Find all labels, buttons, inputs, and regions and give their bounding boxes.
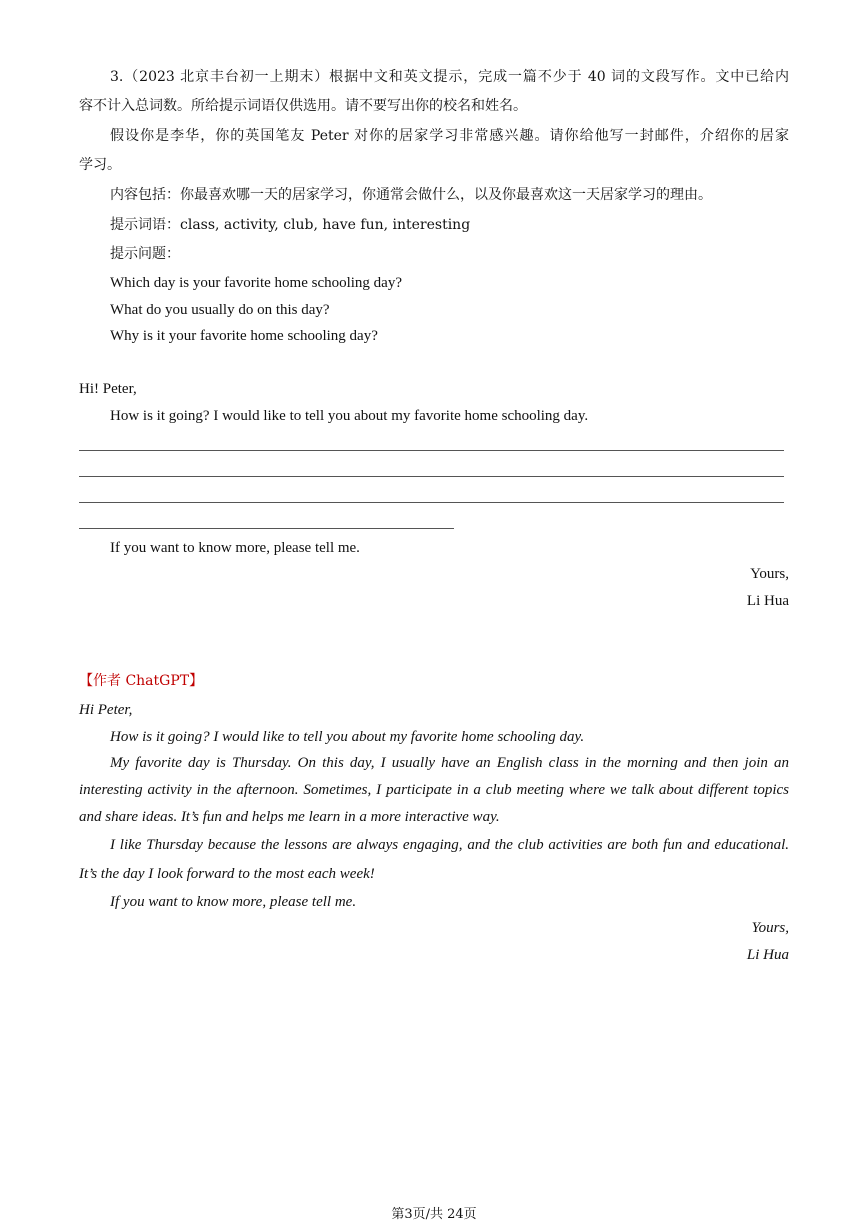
letter-closing: If you want to know more, please tell me. bbox=[110, 540, 360, 556]
hint-question-1: Which day is your favorite home schooling day? bbox=[110, 275, 403, 291]
hint-question-2: What do you usually do on this day? bbox=[110, 302, 330, 318]
blank-line-1 bbox=[79, 450, 784, 451]
hint-question-3: Why is it your favorite home schooling day? bbox=[110, 328, 378, 344]
question-line-2: 容不计入总词数。所给提示词语仅供选用。请不要写出你的校名和姓名。 bbox=[79, 98, 527, 114]
answer-paragraph-2-line-2: interesting activity in the afternoon. Sometimes, I participate in a club meeting where we talk about different topics bbox=[79, 782, 789, 798]
hint-words: 提示词语：class, activity, club, have fun, interesting bbox=[110, 217, 471, 233]
answer-paragraph-2-line-3: and share ideas. It’s fun and helps me learn in a more interactive way. bbox=[79, 809, 500, 825]
answer-paragraph-1: How is it going? I would like to tell you about my favorite home schooling day. bbox=[110, 729, 585, 745]
letter-greeting: Hi! Peter, bbox=[79, 381, 137, 397]
hint-questions-label: 提示问题： bbox=[110, 246, 180, 262]
blank-line-2 bbox=[79, 476, 784, 477]
letter-name: Li Hua bbox=[746, 593, 789, 609]
question-line-4: 学习。 bbox=[79, 157, 121, 173]
question-line-1: 3.（2023 北京丰台初一上期末）根据中文和英文提示，完成一篇不少于 40 词的文段写作。文中已给内 bbox=[110, 69, 789, 85]
letter-opening: How is it going? I would like to tell you about my favorite home schooling day. bbox=[110, 408, 589, 424]
answer-author: 【作者 ChatGPT】 bbox=[79, 673, 204, 689]
content-requirements: 内容包括：你最喜欢哪一天的居家学习，你通常会做什么，以及你最喜欢这一天居家学习的理由。 bbox=[110, 187, 712, 203]
answer-closing: If you want to know more, please tell me. bbox=[110, 894, 357, 910]
blank-line-4 bbox=[79, 528, 454, 529]
answer-paragraph-2-line-1: My favorite day is Thursday. On this day, I usually have an English class in the morning and then join an bbox=[110, 755, 789, 771]
answer-name: Li Hua bbox=[746, 947, 789, 963]
answer-greeting: Hi Peter, bbox=[79, 702, 133, 718]
page-number: 第3页/共 24页 bbox=[391, 1207, 477, 1222]
answer-paragraph-3-line-2: It’s the day I look forward to the most each week! bbox=[79, 866, 375, 882]
blank-line-3 bbox=[79, 502, 784, 503]
answer-paragraph-3-line-1: I like Thursday because the lessons are always engaging, and the club activities are both fun and educational. bbox=[110, 837, 789, 853]
letter-signoff: Yours, bbox=[750, 566, 789, 582]
answer-signoff: Yours, bbox=[751, 920, 789, 936]
question-line-3: 假设你是李华，你的英国笔友 Peter 对你的居家学习非常感兴趣。请你给他写一封邮件，介绍你的居家 bbox=[110, 128, 789, 144]
